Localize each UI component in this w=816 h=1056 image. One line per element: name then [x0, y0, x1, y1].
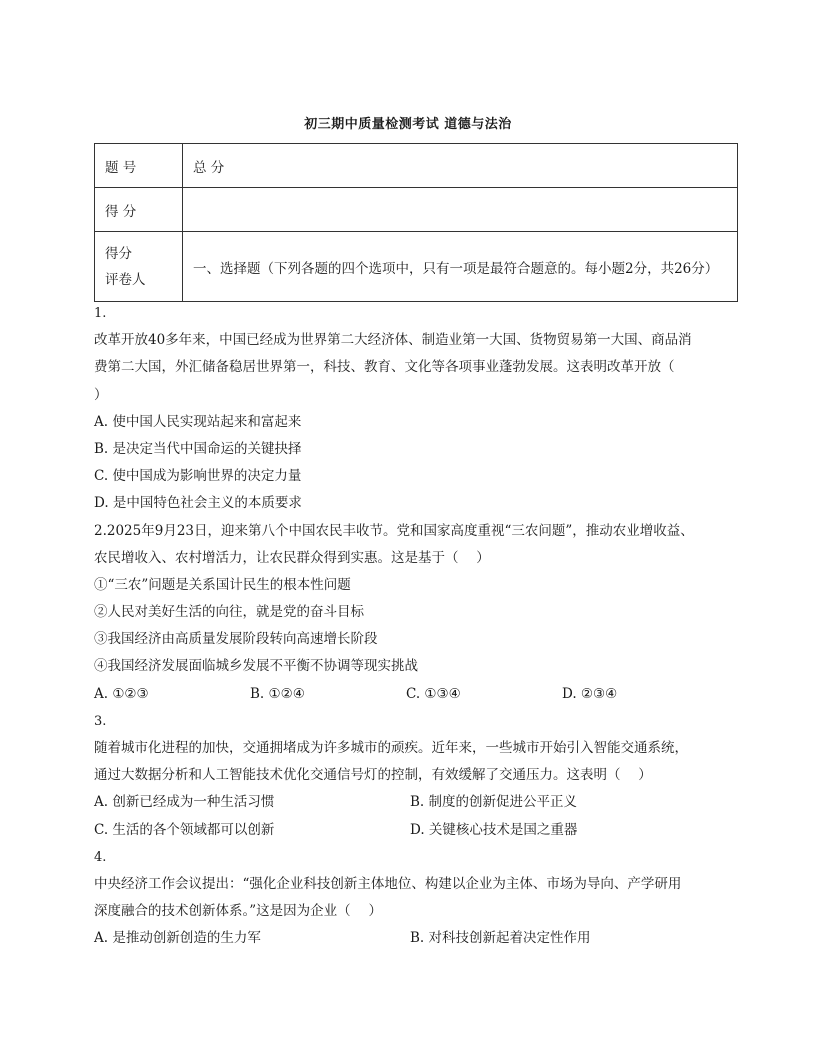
score-label-score: 得 分	[95, 188, 183, 232]
question-2-statement-4: ④我国经济发展面临城乡发展不平衡不协调等现实挑战	[94, 658, 418, 675]
score-table	[94, 143, 738, 302]
question-1-number: 1.	[94, 306, 107, 321]
score-label-reviewer	[95, 232, 183, 302]
question-4-stem-line-1: 中央经济工作会议提出：“强化企业科技创新主体地位、构建以企业为主体、市场为导向、产学研用	[94, 875, 682, 892]
question-2-statement-2: ②人民对美好生活的向往，就是党的奋斗目标	[94, 604, 364, 621]
question-4-options-row-1	[94, 925, 734, 952]
question-2-option-a: A. ①②③	[94, 685, 149, 702]
question-2-option-b: B. ①②④	[250, 685, 305, 702]
score-value-empty	[183, 188, 738, 232]
question-2-statement-1: ①“三农”问题是关系国计民生的根本性问题	[94, 576, 351, 593]
score-row-question-number	[95, 144, 738, 188]
question-4-option-b: B. 对科技创新起着决定性作用	[410, 930, 591, 947]
score-label-question-number: 题 号	[95, 144, 183, 188]
question-2-statement-3: ③我国经济由高质量发展阶段转向高速增长阶段	[94, 631, 378, 648]
question-3-option-d: D. 关键核心技术是国之重器	[410, 821, 578, 838]
question-3-stem-line-1: 随着城市化进程的加快，交通拥堵成为许多城市的顽疾。近年来，一些城市开始引入智能交通系统，	[94, 740, 688, 756]
questions-body	[94, 300, 734, 953]
question-1-stem-line-3: ）	[94, 386, 108, 403]
question-2-options	[94, 681, 734, 708]
score-label-reviewer-line2: 评卷人	[105, 271, 146, 288]
question-3-stem-line-2: 通过大数据分析和人工智能技术优化交通信号灯的控制，有效缓解了交通压力。这表明（ ）	[94, 767, 652, 784]
question-3-option-b: B. 制度的创新促进公平正义	[410, 794, 578, 811]
section-heading: 一、选择题（下列各题的四个选项中，只有一项是最符合题意的。每小题2分，共26分）	[183, 232, 738, 302]
score-row-score	[95, 188, 738, 232]
question-3-options-row-1	[94, 789, 734, 816]
question-3-option-c: C. 生活的各个领域都可以创新	[94, 821, 275, 838]
question-2-stem-line-2: 农民增收入、农村增活力，让农民群众得到实惠。这是基于（ ）	[94, 549, 490, 566]
question-1-stem-line-2: 费第二大国，外汇储备稳居世界第一，科技、教育、文化等各项事业蓬勃发展。这表明改革开放（	[94, 359, 675, 376]
question-2-option-d: D. ②③④	[562, 685, 618, 702]
score-value-total: 总 分	[183, 144, 738, 188]
question-4-option-a: A. 是推动创新创造的生力军	[94, 930, 261, 947]
question-3-option-a: A. 创新已经成为一种生活习惯	[94, 794, 275, 811]
exam-title: 初三期中质量检测考试 道德与法治	[304, 117, 512, 132]
question-2-option-c: C. ①③④	[406, 685, 461, 702]
score-row-reviewer	[95, 232, 738, 302]
question-2-stem-line-1: 2.2025年9月23日，迎来第八个中国农民丰收节。党和国家高度重视“三农问题”，推动农业增收益、	[94, 522, 694, 539]
question-3-number: 3.	[94, 713, 107, 729]
question-1-option-d: D. 是中国特色社会主义的本质要求	[94, 495, 302, 512]
question-1-stem-line-1: 改革开放40多年来，中国已经成为世界第二大经济体、制造业第一大国、货物贸易第一大国、商品消	[94, 332, 692, 349]
question-1-option-b: B. 是决定当代中国命运的关键抉择	[94, 440, 302, 457]
question-1-option-c: C. 使中国成为影响世界的决定力量	[94, 468, 302, 485]
score-label-reviewer-line1: 得分	[105, 245, 132, 262]
question-1-option-a: A. 使中国人民实现站起来和富起来	[94, 413, 302, 430]
question-4-number: 4.	[94, 849, 107, 865]
question-4-stem-line-2: 深度融合的技术创新体系。”这是因为企业（ ）	[94, 903, 382, 920]
question-3-options-row-2	[94, 817, 734, 844]
